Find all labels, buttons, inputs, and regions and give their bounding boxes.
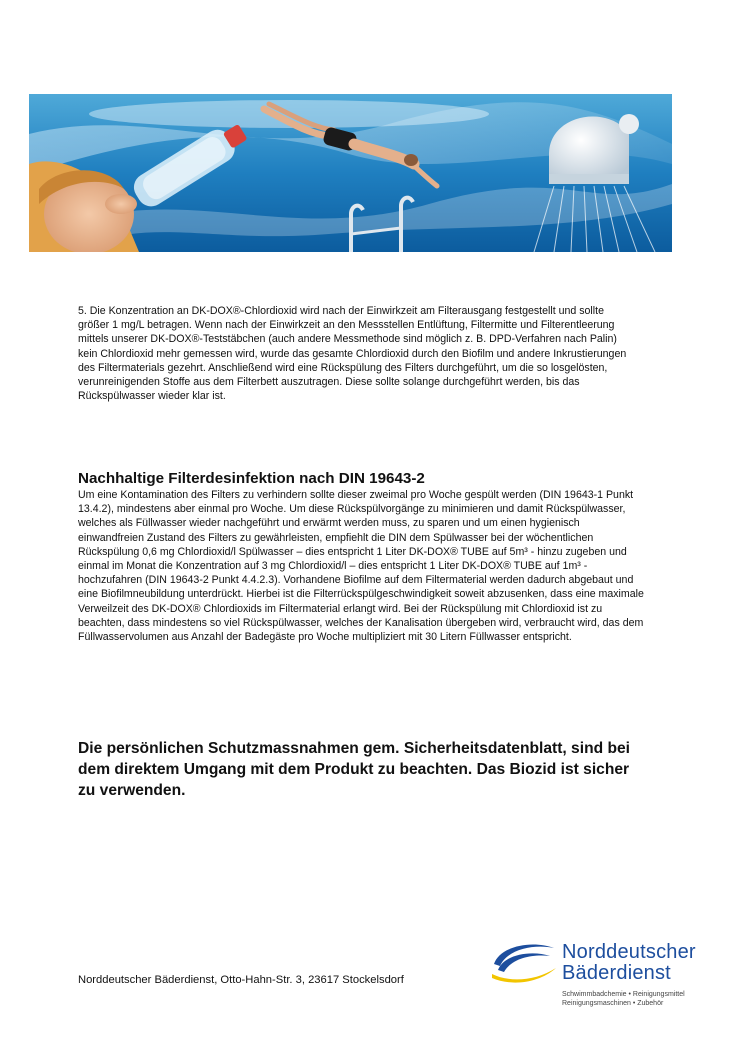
company-logo: [490, 930, 710, 1020]
logo-name-line-1: Norddeutscher: [562, 941, 696, 963]
logo-name: [562, 942, 696, 984]
paragraph-filter-measurement: 5. Die Konzentration an DK-DOX®-Chlordioxid wird nach der Einwirkzeit am Filterausgang festgestellt und sollte größer 1 mg/L betragen. Wenn nach der Einwirkzeit an den Messstellen Entlüftung, Filtermitte und Filterentleerung mittels unserer DK-DOX®-Teststäbchen (auch andere Messmethode sind möglich z. B. DPD-Verfahren nach Palin) kein Chlordioxid mehr gemessen wird, wurde das gesamte Chlordioxid durch den Biofilm und andere Inkrustierungen des Filtermaterials gezehrt. Anschließend wird eine Rückspülung des Filters durchgeführt, um die so losgelösten, verunreinigenden Stoffe aus dem Filterbett auszutragen. Diese sollte solange durchgeführt werden, bis das Rückspülwasser wieder klar ist.: [78, 305, 627, 403]
paragraph-filter-disinfection: Um eine Kontamination des Filters zu verhindern sollte dieser zweimal pro Woche gespült werden (DIN 19643-1 Punkt 13.4.2), mindestens aber einmal pro Woche. Um diese Rückspülvorgänge zu minimieren und damit Rückspülwasser, welches als Füllwasser wieder nachgeführt und erwärmt werden muss, zu sparen und um einen hygienisch einwandfreien Zustand des Filters zu gewährleisten, empfiehlt die DIN dem Spülwasser bei der wöchentlichen Rückspülung 0,6 mg Chlordioxid/l Spülwasser – dies entspricht 1 Liter DK-DOX® TUBE auf 5m³ - hinzu zugeben und einmal im Monat die Konzentration auf 3 mg Chlordioxid/l – dies entspricht 1 Liter DK-DOX® TUBE auf 1m³ - hochzufahren (DIN 19643-2 Punkt 4.4.2.3). Vorhandene Biofilme auf dem Filtermaterial werden dadurch abgebaut und eine Biofilmneubildung unterdrückt. Hierbei ist die Filterrückspülgeschwindigkeit soweit abzusenken, dass eine maximale Verweilzeit des DK-DOX® Chlordioxids im Filtermaterial erlangt wird. Bei der Rückspülung mit Chlordioxid ist zu beachten, dass mindestens so viel Rückspülwasser, welches der Kanalisation übergeben wird, verbraucht wird, das dem Füllwasservolumen aus Anzahl der Badegäste pro Woche multipliziert mit 30 Litern Füllwasser entspricht.: [78, 489, 644, 644]
safety-note: Die persönlichen Schutzmassnahmen gem. Sicherheitsdatenblatt, sind bei dem direktem Umgang mit dem Produkt zu beachten. Das Biozid ist sicher zu verwenden.: [78, 740, 630, 799]
logo-swoosh-icon: [490, 938, 560, 984]
footer-address: Norddeutscher Bäderdienst, Otto-Hahn-Str. 3, 23617 Stockelsdorf: [78, 974, 404, 986]
logo-name-line-2: Bäderdienst: [562, 962, 671, 984]
hero-banner-image: [29, 94, 672, 252]
section-heading: Nachhaltige Filterdesinfektion nach DIN 19643-2: [78, 470, 425, 487]
logo-tagline: Schwimmbadchemie • Reinigungsmittel Reinigungsmaschinen • Zubehör: [562, 991, 685, 1007]
